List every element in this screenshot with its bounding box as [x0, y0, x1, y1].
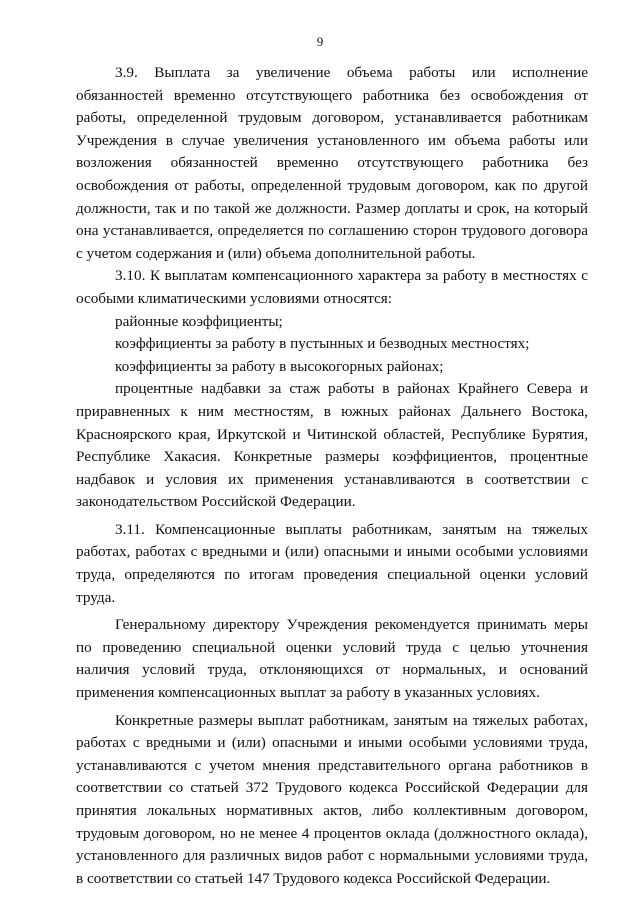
list-item: коэффициенты за работу в высокогорных районах;: [115, 357, 444, 375]
list-item: районные коэффициенты;: [115, 312, 283, 330]
paragraph-3-9: 3.9. Выплата за увеличение объема работы или исполнение обязанностей временно отсутствующего работника без освобождения от работы, определенной трудовым договором, устанавливается работникам Учреждения в случае увеличения установленного им объема работы или возложения обязанностей временно отсутствующего работника без освобождения от работы, определенной трудовым договором, как по другой должности, так и по такой же должности. Размер доплаты и срок, на который она устанавливается, определяется по соглашению сторон трудового договора с учетом содержания и (или) объема дополнительной работы.: [76, 64, 588, 262]
paragraph-3-10: 3.10. К выплатам компенсационного характера за работу в местностях с особыми климатическими условиями относятся:: [76, 267, 588, 307]
page-number: 9: [316, 34, 324, 49]
paragraph-3-11: 3.11. Компенсационные выплаты работникам, занятым на тяжелых работах, работах с вредными и (или) опасными и иными особыми условиями труда, определяются по итогам проведения специальной оценки условий труда.: [76, 520, 588, 606]
list-item: коэффициенты за работу в пустынных и безводных местностях;: [115, 335, 530, 353]
document-body: [76, 62, 588, 890]
paragraph-payment-amounts: Конкретные размеры выплат работникам, занятым на тяжелых работах, работах с вредными и (или) опасными и иными особыми условиями труда, устанавливаются с учетом мнения представительного органа работников в соответствии со статьей 372 Трудового кодекса Российской Федерации для принятия локальных нормативных актов, либо коллективным договором, трудовым договором, но не менее 4 процентов оклада (должностного оклада), установленного для различных видов работ с нормальными условиями труда, в соответствии со статьей 147 Трудового кодекса Российской Федерации.: [76, 711, 588, 887]
paragraph-director-recommendation: Генеральному директору Учреждения рекомендуется принимать меры по проведению специальной оценки условий труда с целью уточнения наличия условий труда, отклоняющихся от нормальных, и оснований применения компенсационных выплат за работу в указанных условиях.: [76, 616, 588, 702]
list-item: процентные надбавки за стаж работы в районах Крайнего Севера и приравненных к ним местностям, в южных районах Дальнего Востока, Красноярского края, Иркутской и Читинской областей, Республике Бурятия, Республике Хакасия. Конкретные размеры коэффициентов, процентные надбавок и условия их применения устанавливаются в соответствии с законодательством Российской Федерации.: [76, 380, 588, 511]
